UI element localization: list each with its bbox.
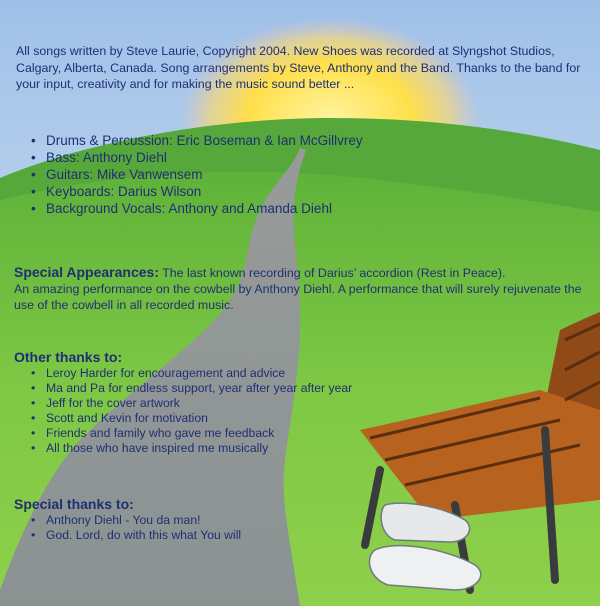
list-item: • Leroy Harder for encouragement and advice bbox=[30, 366, 352, 381]
list-item: • Jeff for the cover artwork bbox=[30, 396, 352, 411]
list-item: • Anthony Diehl - You da man! bbox=[30, 513, 241, 528]
list-item: • Bass: Anthony Diehl bbox=[30, 149, 363, 166]
special-thanks-list bbox=[30, 513, 241, 543]
list-item: • Scott and Kevin for motivation bbox=[30, 411, 352, 426]
list-item: • Ma and Pa for endless support, year after year after year bbox=[30, 381, 352, 396]
special-thanks-section bbox=[14, 497, 241, 543]
list-item: • Drums & Percussion: Eric Boseman & Ian McGillvrey bbox=[30, 132, 363, 149]
list-item: • Background Vocals: Anthony and Amanda Diehl bbox=[30, 200, 363, 217]
special-thanks-heading: Special thanks to: bbox=[14, 496, 134, 512]
other-thanks-section bbox=[14, 350, 352, 456]
special-appearances-line2: An amazing performance on the cowbell by Anthony Diehl. A performance that will surely rejuvenate the use of the cowbell in all recorded music. bbox=[14, 282, 582, 312]
other-thanks-list bbox=[30, 366, 352, 456]
intro-paragraph: All songs written by Steve Laurie, Copyright 2004. New Shoes was recorded at Slyngshot Studios, Calgary, Alberta, Canada. Song arrangements by Steve, Anthony and the Band. Thanks to the band for your input, creativity and for making the music sound better ... bbox=[16, 44, 581, 91]
special-appearances-line1: The last known recording of Darius’ accordion (Rest in Peace). bbox=[159, 266, 506, 280]
other-thanks-heading: Other thanks to: bbox=[14, 349, 123, 365]
list-item: • God. Lord, do with this what You will bbox=[30, 528, 241, 543]
special-appearances bbox=[14, 264, 586, 313]
list-item: • Keyboards: Darius Wilson bbox=[30, 183, 363, 200]
list-item: • All those who have inspired me musically bbox=[30, 441, 352, 456]
list-item: • Friends and family who gave me feedback bbox=[30, 426, 352, 441]
list-item: • Guitars: Mike Vanwensem bbox=[30, 166, 363, 183]
band-credits-list bbox=[30, 132, 363, 217]
special-appearances-heading: Special Appearances: bbox=[14, 264, 159, 280]
